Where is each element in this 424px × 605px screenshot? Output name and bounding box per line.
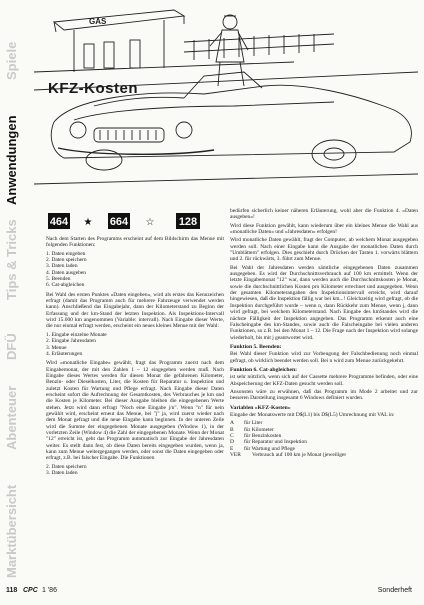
category-marktuebersicht: Marktübersicht bbox=[4, 484, 19, 578]
main-menu-item: 5. Beenden bbox=[46, 276, 71, 283]
category-spiele: Spiele bbox=[4, 41, 19, 80]
category-tips-tricks: Tips & Tricks bbox=[4, 219, 19, 300]
function-list bbox=[46, 464, 224, 477]
sub-menu-list bbox=[46, 332, 224, 357]
body-paragraph: Bei Wahl dieser Funktion wird zur Vorbeugung der Falschbedienung noch einmal gefragt, ob wirklich beendet werden soll. Bei n wird zum Menue zurückgekehrt. bbox=[230, 351, 418, 364]
star-icon: ★ bbox=[83, 217, 93, 228]
body-paragraph: Bei Wahl der Jahresdaten werden sämtliche eingegebenen Daten zusammen ausgegeben. Es wird der Durchschnittsverbrauch auf 100 km ermittelt. Wenn der letzte Eingabemonat "12" war, dann werden auch die Durchschnittskosten je Monat, sowie die durchschnittlichen Kosten pro Kilometer errechnet und ausgegeben. Wenn der gesamten Kilometerangaben den Inspektionsintervall erreicht, wird darauf hingewiesen, daß die Inspektion fällig war bei km...! Gleichzeitig wird gefragt, ob die Inspektion durchgeführt wurde – wenn n, dann Rückkehr zum Menue, wenn j, dann wird gefragt, bei welchem Kilometerstand. Nach Eingabe des kmStandes wird die nächste Fälligkeit der Inspektion angegeben. Das Programm erkennt auch eine Falscheingabe des km-Standes, sowie auch die Falscheingabe bei vielen anderen Funktionen, so z.B. bei den Monat 1 – 12. Die Frage nach der Inspektion wird solange wiederholt, bis mit j geantwortet wird. bbox=[230, 264, 419, 341]
variable-desc: für Reparatur und Inspektion bbox=[244, 439, 307, 446]
body-paragraph: Ansonsten wäre zu erwähnen, daß das Programm im Mode 2 arbeitet und zur besseren Darstellung insgesamt 6 Windows definiert wurden. bbox=[230, 388, 418, 402]
variable-key: C bbox=[230, 433, 234, 439]
gas-sign: GAS bbox=[89, 17, 107, 26]
category-sidebar bbox=[0, 0, 38, 600]
function-item: 3. Daten laden bbox=[46, 470, 78, 477]
issue-number: 1 '86 bbox=[42, 587, 57, 594]
section-heading: Variablen »KFZ-Kosten« bbox=[230, 404, 291, 411]
body-paragraph: Wird diese Funktion gewählt, kann wiederum über ein kleines Menue die Wahl aus »monatliche Daten« und »Jahresdaten« erfolgen! bbox=[230, 222, 418, 236]
section-heading: Funktion 6. Cat-abgleichen: bbox=[230, 366, 297, 373]
article-left-column bbox=[46, 236, 224, 476]
variable-key: VER bbox=[230, 452, 241, 459]
body-paragraph: Wird »monatliche Eingabe« gewählt, fragt das Programm zuerst nach dem Eingabemonat, der mit den Zahlen 1 – 12 eingegeben werden muß. Nach Eingabe dieses Wertes werden für diesen Monat die gefahrenen Kilometer, Benzin- oder Dieselkosten, Liter, die Kosten für Reparatur u. Inspektion und zuletzt Kosten für Wartung und Pflege erfragt. Nach Eingabe dieser Daten erscheint sofort die Aufrechnung der Gesamtkosten, des Verbrauches je km und die Kosten je Kilometer. Bei dieser Ausgabe bleiben die eingegebenen Werte stehen. Jetzt wird dann erfragt "Noch eine Eingabe j/n". Wenn "n" für nein gewählt wird, erscheint erneut das Menue, bei "j" ja, wird zuerst wieder nach dem Monat gefragt und die neue Eingabe kann beginnen. In der unteren Zeile wird die Summe der eingegebenen Monate ausgegeben (Window 1), in der vorletzten Zeile (Window 4) die Zahl der eingegebenen Monate. Wenn der Monat "12" erreicht ist, geht das Programm automatisch zur Eingabe der Jahresdaten weiter. Es stellt dann fest, ob diese Daten bereits eingegeben wurden, wenn ja, kann zum Menue weitergegangen werden, oder sonst die Daten eingegeben oder erfragt, z.B. bei falscher Eingabe. Die Funktionen bbox=[46, 360, 224, 462]
magazine-name: CPC bbox=[23, 587, 38, 594]
variable-key: E bbox=[230, 445, 234, 452]
main-menu-list bbox=[46, 251, 224, 289]
variable-desc: Verbrauch auf 100 km je Monat (jeweiliger bbox=[252, 452, 347, 459]
sub-menu-item: 2. Eingabe Jahresdaten bbox=[46, 338, 96, 345]
main-menu-item: 1. Daten eingeben bbox=[46, 250, 86, 257]
main-menu-item: 3. Daten laden bbox=[46, 263, 78, 270]
car-illustration bbox=[34, 2, 418, 207]
variable-desc: für Kilometer bbox=[244, 426, 274, 433]
sub-menu-item: 4. Erläuterungen bbox=[46, 350, 83, 357]
main-menu-item: 4. Daten ausgeben bbox=[46, 269, 87, 276]
page-footer bbox=[0, 586, 424, 598]
logo-464: 464 bbox=[49, 216, 69, 228]
page-number: 118 bbox=[6, 587, 18, 594]
body-paragraph: bedürfen sicherlich keiner näheren Erläuterung, wohl aber die Funktion 4. »Daten ausgeben«! bbox=[230, 208, 418, 221]
variable-key: B bbox=[230, 426, 234, 433]
logo-128: 128 bbox=[178, 216, 198, 228]
sub-menu-item: 3. Menue bbox=[46, 344, 67, 351]
category-anwendungen: Anwendungen bbox=[4, 115, 19, 205]
variable-desc: für Wartung und Pflege bbox=[244, 445, 295, 452]
category-sidebar-svg bbox=[0, 0, 38, 600]
variable-key: A bbox=[230, 420, 234, 427]
article-title: KFZ-Kosten bbox=[48, 80, 138, 97]
body-paragraph: Bei Wahl des ersten Punktes »Daten eingeben«, wird als erstes das Kennzeichen erfragt (damit das Programm auch für mehrere Fahrzeuge verwendet werden kann). Anschließend das Eingabejahr, dann der Kilometerstand zu Beginn der Erfassung und der km-Stand der letzten Inspektion. Als Inspektions-Intervall wird 15.000 km angenommen (Variable: intervall). Nach Eingabe dieser Werte, die nur einmal erfragt werden, erscheint ein neues kleines Menue mit der Wahl: bbox=[46, 291, 224, 330]
logo-664: 664 bbox=[109, 216, 129, 228]
body-paragraph: Wird monatliche Daten gewählt, fragt der Computer, ab welchem Monat ausgegeben werden soll. Nach einer Eingabe kann die Ausgabe der monatlichen Daten durch "Umblättern" erfolgen. Dies geschieht durch Drücken der Tasten 1. vorwärts blättern und 2. für rückwärts, 3. führt zum Menue. bbox=[230, 237, 418, 263]
body-paragraph: ist sehr nützlich, wenn sich auf der Cassette mehrere Programme befinden, oder eine Abspeicherung der KFZ-Daten gesucht werden soll. bbox=[230, 374, 418, 387]
main-menu-item: 2. Daten speichern bbox=[46, 257, 87, 264]
variable-row bbox=[230, 452, 418, 458]
variable-key: D bbox=[230, 439, 234, 446]
variable-desc: für Liter bbox=[244, 420, 263, 427]
star-icon: ☆ bbox=[145, 217, 155, 228]
section-heading: Funktion 5. Beenden: bbox=[230, 343, 282, 350]
variables-list bbox=[230, 420, 418, 458]
model-logos bbox=[46, 210, 216, 232]
article-right-column bbox=[230, 208, 418, 458]
main-menu-item: 6. Cat-abgleichen bbox=[46, 282, 85, 289]
body-paragraph: Eingabe der Monatswerte mit D$(L1) bis D$(L5) Umrechnung mit VAL in: bbox=[230, 411, 395, 418]
function-item: 2. Daten speichern bbox=[46, 463, 87, 470]
variable-desc: für Benzinkosten bbox=[244, 433, 282, 439]
intro-paragraph: Nach dem Starten des Programms erscheint auf dem Bildschirm das Menue mit folgenden Funktionen: bbox=[46, 236, 224, 249]
category-dfue: DFÜ bbox=[4, 333, 19, 360]
sub-menu-item: 1. Eingabe einzelne Monate bbox=[46, 331, 107, 338]
section-label: Sonderheft bbox=[377, 587, 412, 594]
category-abenteuer: Abenteuer bbox=[4, 385, 19, 450]
